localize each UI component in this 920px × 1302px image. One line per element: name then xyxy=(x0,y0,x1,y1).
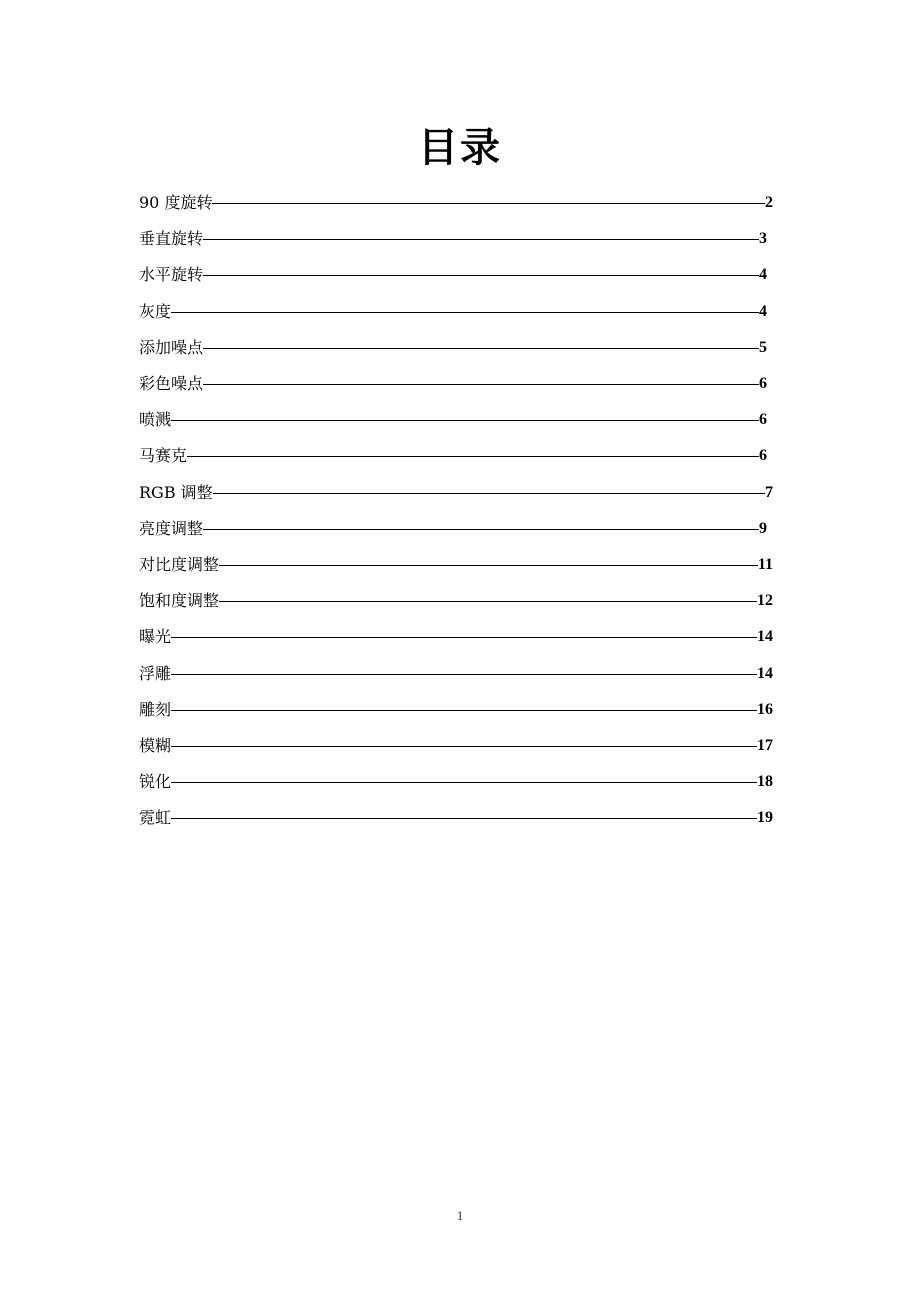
toc-entry-label: 90 度旋转 xyxy=(139,193,213,213)
toc-entry-page: 4 xyxy=(759,302,767,320)
toc-leader-line xyxy=(213,493,765,494)
toc-entry-label: 锐化 xyxy=(139,772,172,792)
toc-entry[interactable] xyxy=(139,257,779,293)
toc-entry[interactable] xyxy=(139,547,779,583)
toc-entry[interactable] xyxy=(139,692,779,728)
toc-entry-label: 彩色噪点 xyxy=(139,374,204,394)
toc-entry-label: RGB 调整 xyxy=(139,482,213,502)
toc-entry[interactable] xyxy=(139,402,779,438)
toc-leader-line xyxy=(171,312,759,313)
toc-entry[interactable] xyxy=(139,438,779,474)
toc-entry[interactable] xyxy=(139,185,779,221)
toc-leader-line xyxy=(171,420,759,421)
toc-entry-page: 14 xyxy=(757,628,773,646)
toc-leader-line xyxy=(187,456,759,457)
toc-leader-line xyxy=(203,384,759,385)
toc-entry-label: 灰度 xyxy=(139,301,172,321)
toc-entry-page: 6 xyxy=(759,447,767,465)
toc-leader-line xyxy=(203,239,759,240)
toc-entry[interactable] xyxy=(139,655,779,691)
toc-entry-label: 添加噪点 xyxy=(139,337,204,357)
page-number: 1 xyxy=(456,1208,464,1223)
toc-entry[interactable] xyxy=(139,619,779,655)
toc-leader-line xyxy=(171,710,757,711)
toc-leader-line xyxy=(171,818,757,819)
toc-entry-label: 曝光 xyxy=(139,627,172,647)
toc-entry-page: 5 xyxy=(759,338,767,356)
toc-entry[interactable] xyxy=(139,800,779,836)
toc-entry-label: 水平旋转 xyxy=(139,265,204,285)
toc-leader-line xyxy=(203,275,759,276)
toc-entry[interactable] xyxy=(139,330,779,366)
toc-entry[interactable] xyxy=(139,475,779,511)
toc-entry-label: 对比度调整 xyxy=(139,554,220,574)
toc-entry-label: 马赛克 xyxy=(139,446,188,466)
toc-entry-page: 18 xyxy=(757,773,773,791)
toc-entry-label: 雕刻 xyxy=(139,699,172,719)
toc-entry-page: 19 xyxy=(757,809,773,827)
toc-leader-line xyxy=(219,565,758,566)
toc-entry[interactable] xyxy=(139,728,779,764)
toc-entry-page: 11 xyxy=(757,555,773,573)
toc-entry-label: 喷溅 xyxy=(139,410,172,430)
toc-leader-line xyxy=(171,782,757,783)
toc-leader-line xyxy=(219,601,757,602)
toc-entry-page: 6 xyxy=(759,375,767,393)
toc-entry-page: 3 xyxy=(759,230,767,248)
toc-entry-page: 4 xyxy=(759,266,767,284)
toc-entry[interactable] xyxy=(139,366,779,402)
toc-leader-line xyxy=(212,203,765,204)
toc-entry-label: 模糊 xyxy=(139,735,172,755)
toc-entry-page: 14 xyxy=(757,664,773,682)
toc-leader-line xyxy=(203,529,759,530)
toc-entry-label: 垂直旋转 xyxy=(139,229,204,249)
toc-entry-label: 亮度调整 xyxy=(139,518,204,538)
toc-entry-label: 浮雕 xyxy=(139,663,172,683)
toc-entry[interactable] xyxy=(139,221,779,257)
toc-leader-line xyxy=(171,637,757,638)
toc-entry-page: 17 xyxy=(757,736,773,754)
toc-entry-page: 2 xyxy=(765,194,773,212)
toc-entry[interactable] xyxy=(139,764,779,800)
toc-entry-page: 6 xyxy=(759,411,767,429)
toc-entry-page: 12 xyxy=(757,592,773,610)
toc-entry[interactable] xyxy=(139,294,779,330)
toc-entry-page: 7 xyxy=(765,483,773,501)
page-title: 目录 xyxy=(418,125,502,171)
toc-entry-label: 霓虹 xyxy=(139,808,172,828)
toc-entry-page: 9 xyxy=(759,519,767,537)
toc-entry[interactable] xyxy=(139,583,779,619)
toc-entry[interactable] xyxy=(139,511,779,547)
toc-entry-label: 饱和度调整 xyxy=(139,591,220,611)
toc-entry-page: 16 xyxy=(757,700,773,718)
toc-leader-line xyxy=(203,348,759,349)
table-of-contents xyxy=(139,185,779,836)
toc-leader-line xyxy=(171,746,757,747)
toc-leader-line xyxy=(171,674,757,675)
